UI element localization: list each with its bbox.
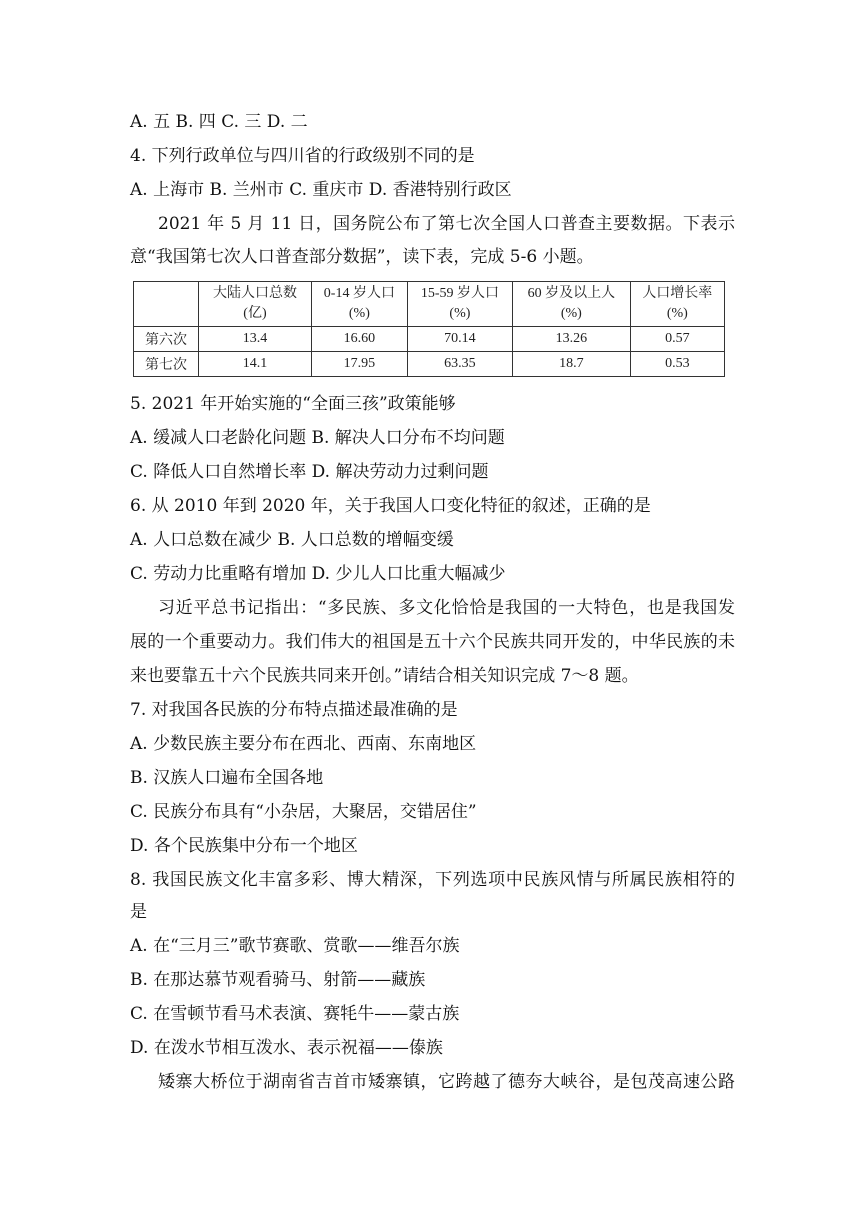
header-line1: 人口增长率: [642, 286, 713, 301]
table-cell: 63.35: [407, 352, 512, 377]
q4-options: A. 上海市 B. 兰州市 C. 重庆市 D. 香港特别行政区: [130, 180, 512, 200]
header-line2: (%): [666, 306, 688, 321]
table-cell: 14.1: [199, 352, 312, 377]
header-line1: 15-59 岁人口: [420, 286, 500, 301]
q6-options-ab: A. 人口总数在减少 B. 人口总数的增幅变缓: [130, 530, 454, 550]
q8-option-a: A. 在“三月三”歌节赛歌、赏歌——维吾尔族: [130, 936, 460, 956]
header-age-15-59: [407, 282, 512, 327]
table-header-row: [134, 282, 725, 327]
q7-option-c: C. 民族分布具有“小杂居，大聚居，交错居住”: [130, 802, 477, 822]
header-line2: (%): [560, 306, 582, 321]
table-cell: 70.14: [407, 327, 512, 352]
intro-ethnic-line1: 习近平总书记指出：“多民族、多文化恰恰是我国的一大特色，也是我国发: [158, 598, 735, 618]
header-line2: (亿): [243, 306, 267, 321]
header-line1: 60 岁及以上人: [527, 286, 616, 301]
census-table: [133, 281, 725, 377]
header-line2: (%): [449, 306, 471, 321]
q7-option-a: A. 少数民族主要分布在西北、西南、东南地区: [130, 734, 477, 754]
q6-stem: 6. 从 2010 年到 2020 年，关于我国人口变化特征的叙述，正确的是: [130, 496, 651, 516]
header-line2: (%): [348, 306, 370, 321]
q7-stem: 7. 对我国各民族的分布特点描述最准确的是: [130, 700, 458, 720]
intro-ethnic-line3: 来也要靠五十六个民族共同来开创。”请结合相关知识完成 7～8 题。: [130, 666, 639, 686]
intro-census-line2: 意“我国第七次人口普查部分数据”，读下表，完成 5-6 小题。: [130, 247, 594, 267]
table-cell: 13.26: [513, 327, 631, 352]
header-age-0-14: [311, 282, 407, 327]
table-cell: 17.95: [311, 352, 407, 377]
q7-option-d: D. 各个民族集中分布一个地区: [130, 836, 358, 856]
header-age-60plus: [513, 282, 631, 327]
header-growth-rate: [630, 282, 724, 327]
intro-bridge-line1: 矮寨大桥位于湖南省吉首市矮寨镇，它跨越了德夯大峡谷，是包茂高速公路: [158, 1072, 735, 1092]
q5-options-ab: A. 缓减人口老龄化问题 B. 解决人口分布不均问题: [130, 428, 505, 448]
row-label: 第六次: [134, 327, 199, 352]
header-total-pop: [199, 282, 312, 327]
table-corner-cell: [134, 282, 199, 327]
header-line1: 大陆人口总数: [212, 286, 297, 301]
q8-option-d: D. 在泼水节相互泼水、表示祝福——傣族: [130, 1038, 443, 1058]
q3-options: A. 五 B. 四 C. 三 D. 二: [130, 112, 308, 132]
intro-census-line1: 2021 年 5 月 11 日，国务院公布了第七次全国人口普查主要数据。下表示: [158, 214, 735, 234]
q5-stem: 5. 2021 年开始实施的“全面三孩”政策能够: [130, 394, 456, 414]
table-cell: 0.53: [630, 352, 724, 377]
q4-stem: 4. 下列行政单位与四川省的行政级别不同的是: [130, 146, 475, 166]
q8-option-b: B. 在那达慕节观看骑马、射箭——藏族: [130, 970, 426, 990]
q7-option-b: B. 汉族人口遍布全国各地: [130, 768, 324, 788]
table-cell: 13.4: [199, 327, 312, 352]
q5-options-cd: C. 降低人口自然增长率 D. 解决劳动力过剩问题: [130, 462, 489, 482]
intro-ethnic-line2: 展的一个重要动力。我们伟大的祖国是五十六个民族共同开发的，中华民族的未: [130, 632, 735, 652]
header-line1: 0-14 岁人口: [323, 286, 395, 301]
row-label: 第七次: [134, 352, 199, 377]
q8-option-c: C. 在雪顿节看马术表演、赛牦牛——蒙古族: [130, 1004, 460, 1024]
q8-stem-line1: 8. 我国民族文化丰富多彩、博大精深，下列选项中民族风情与所属民族相符的: [130, 870, 735, 890]
table-cell: 0.57: [630, 327, 724, 352]
table-cell: 16.60: [311, 327, 407, 352]
q6-options-cd: C. 劳动力比重略有增加 D. 少儿人口比重大幅减少: [130, 564, 506, 584]
q8-stem-line2: 是: [130, 902, 147, 922]
table-row: [134, 327, 725, 352]
table-cell: 18.7: [513, 352, 631, 377]
table-row: [134, 352, 725, 377]
